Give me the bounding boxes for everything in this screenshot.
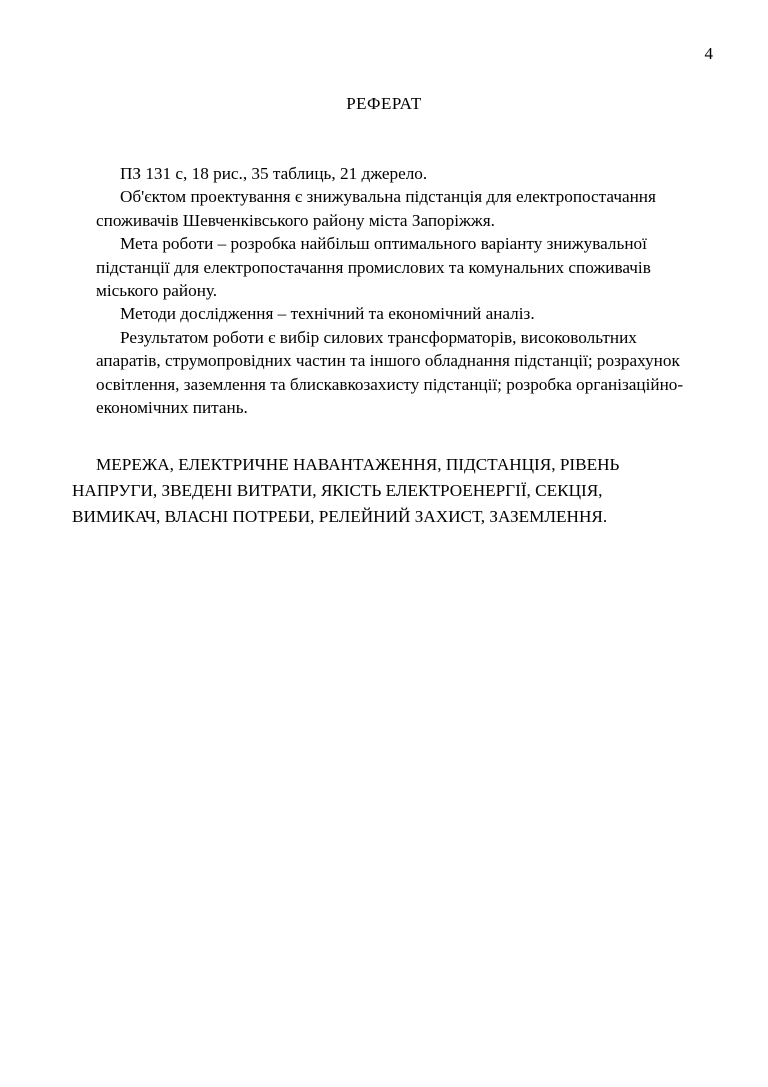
page-title: РЕФЕРАТ	[346, 94, 422, 113]
abstract-paragraph-object	[72, 185, 712, 232]
text-line: Методи дослідження – технічний та економічний аналіз.	[120, 304, 535, 324]
keywords-block	[72, 452, 712, 530]
abstract-paragraph-goal	[72, 232, 712, 302]
abstract-paragraph-methods	[72, 302, 712, 325]
text-line: ПЗ 131 с, 18 рис., 35 таблиць, 21 джерело.	[120, 164, 428, 183]
abstract-paragraph-results	[72, 326, 712, 420]
abstract-body	[72, 162, 712, 419]
text-line: апаратів, струмопровідних частин та іншого обладнання підстанції; розрахунок	[96, 351, 680, 371]
keywords-line: ВИМИКАЧ, ВЛАСНІ ПОТРЕБИ, РЕЛЕЙНИЙ ЗАХИСТ, ЗАЗЕМЛЕННЯ.	[72, 507, 608, 526]
keywords-line: МЕРЕЖА, ЕЛЕКТРИЧНЕ НАВАНТАЖЕННЯ, ПІДСТАНЦІЯ, РІВЕНЬ	[96, 455, 620, 474]
text-line: Мета роботи – розробка найбільш оптимального варіанту знижувальної	[120, 234, 647, 254]
abstract-paragraph-summary	[72, 162, 712, 185]
text-line: економічних питань.	[96, 398, 248, 418]
page-number: 4	[704, 44, 713, 63]
text-line: освітлення, заземлення та блискавкозахисту підстанції; розробка організаційно-	[96, 374, 684, 394]
text-line: підстанції для електропостачання промислових та комунальних споживачів	[96, 257, 651, 277]
keywords-line: НАПРУГИ, ЗВЕДЕНІ ВИТРАТИ, ЯКІСТЬ ЕЛЕКТРОЕНЕРГІЇ, СЕКЦІЯ,	[72, 481, 603, 500]
text-line: міського району.	[96, 281, 218, 301]
text-line: Об'єктом проектування є знижувальна підстанція для електропостачання	[120, 187, 656, 207]
text-line: споживачів Шевченківського району міста Запоріжжя.	[96, 210, 495, 230]
text-line: Результатом роботи є вибір силових трансформаторів, високовольтних	[120, 327, 637, 347]
